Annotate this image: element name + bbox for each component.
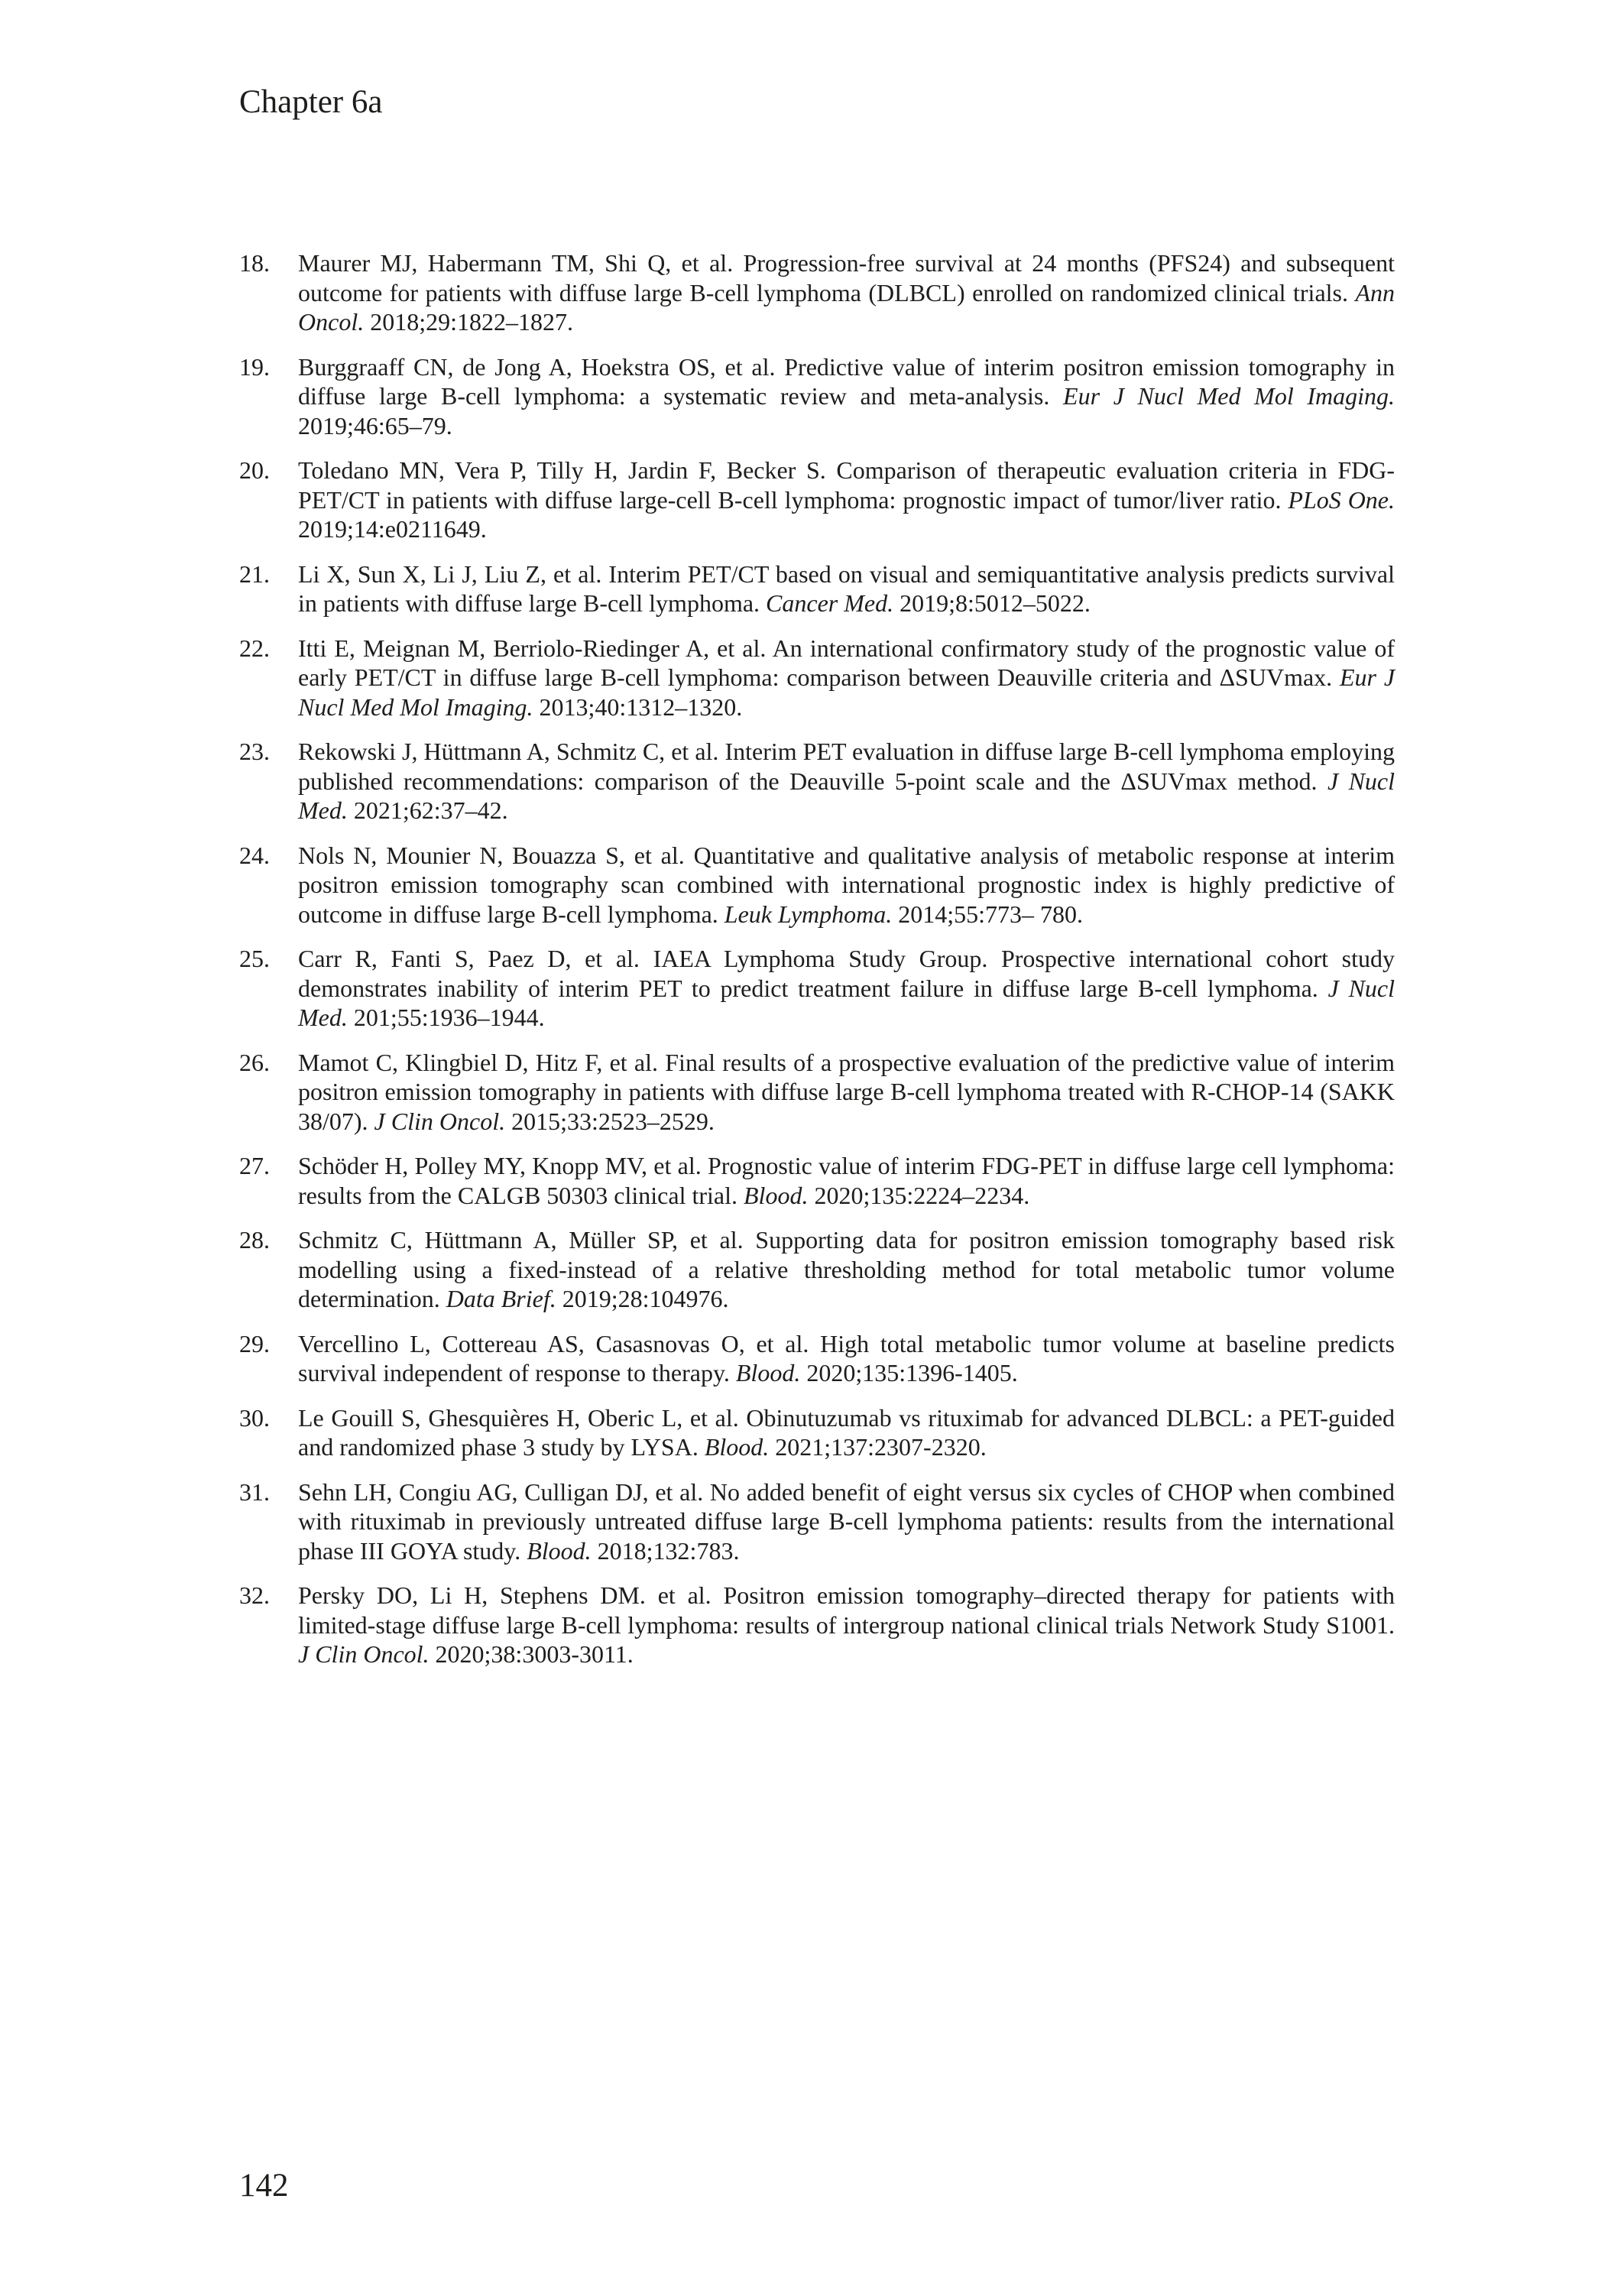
reference-number: 26. — [239, 1048, 270, 1076]
reference-text — [298, 352, 1395, 441]
reference-item — [239, 1329, 1395, 1388]
citation-body: Sehn LH, Congiu AG, Culligan DJ, et al. No added benefit of eight versus six cycles of CHOP when combined with rituximab in previously untreated diffuse large B-cell lymphoma patients: results from the international phase III GOYA study. — [298, 1477, 1395, 1565]
journal-name: J Clin Oncol. — [298, 1640, 430, 1668]
page-number: 142 — [239, 2168, 289, 2204]
journal-name: Eur J Nucl Med Mol Imaging. — [1063, 382, 1395, 410]
reference-number: 28. — [239, 1226, 270, 1254]
citation-body: Li X, Sun X, Li J, Liu Z, et al. Interim PET/CT based on visual and semiquantitative analysis predicts survival in patients with diffuse large B-cell lymphoma. — [298, 559, 1395, 617]
citation-details: 2019;8:5012–5022. — [900, 589, 1091, 617]
reference-number: 23. — [239, 738, 270, 765]
citation-body: Itti E, Meignan M, Berriolo-Riedinger A, et al. An international confirmatory study of the prognostic value of early PET/CT in diffuse large B-cell lymphoma: comparison between Deauville criteria and ΔSUVmax. — [298, 634, 1395, 691]
citation-body: Nols N, Mounier N, Bouazza S, et al. Quantitative and qualitative analysis of metabolic response at interim positron emission tomography scan combined with international prognostic index is highly predictive of outcome in diffuse large B-cell lymphoma. — [298, 841, 1395, 928]
citation-body: Rekowski J, Hüttmann A, Schmitz C, et al. Interim PET evaluation in diffuse large B-cell lymphoma employing published recommendations: comparison of the Deauville 5-point scale and the ΔSUVmax method. — [298, 738, 1395, 795]
reference-number: 25. — [239, 945, 270, 972]
reference-text — [298, 248, 1395, 337]
reference-text — [298, 456, 1395, 544]
citation-body: Mamot C, Klingbiel D, Hitz F, et al. Final results of a prospective evaluation of the predictive value of interim positron emission tomography in patients with diffuse large B-cell lymphoma treated with R-CHOP-14 (SAKK 38/07). — [298, 1048, 1395, 1135]
reference-number: 31. — [239, 1477, 270, 1506]
journal-name: PLoS One. — [1288, 485, 1395, 514]
citation-details: 2020;135:1396-1405. — [806, 1359, 1018, 1387]
journal-name: Blood. — [744, 1181, 809, 1209]
reference-item — [239, 1581, 1395, 1669]
reference-text — [298, 1403, 1395, 1462]
citation-details: 201;55:1936–1944. — [353, 1004, 545, 1031]
journal-name: Data Brief. — [446, 1285, 556, 1312]
citation-details: 2019;28:104976. — [562, 1285, 729, 1312]
citation-details: 2020;38:3003-3011. — [435, 1640, 634, 1668]
journal-name: Leuk Lymphoma. — [724, 900, 893, 928]
reference-number: 30. — [239, 1403, 270, 1432]
journal-name: Blood. — [527, 1536, 592, 1565]
citation-details: 2014;55:773– 780. — [898, 900, 1084, 928]
reference-number: 18. — [239, 249, 270, 277]
citation-details: 2019;14:e0211649. — [298, 515, 487, 543]
reference-item — [239, 944, 1395, 1033]
citation-details: 2021;137:2307-2320. — [775, 1433, 987, 1461]
citation-details: 2015;33:2523–2529. — [511, 1107, 715, 1135]
citation-body: Carr R, Fanti S, Paez D, et al. IAEA Lymphoma Study Group. Prospective international cohort study demonstrates inability of interim PET to predict treatment failure in diffuse large B-cell lymphoma. — [298, 945, 1395, 1002]
citation-details: 2018;29:1822–1827. — [370, 308, 573, 336]
reference-item — [239, 352, 1395, 441]
reference-number: 27. — [239, 1152, 270, 1179]
citation-details: 2013;40:1312–1320. — [539, 692, 743, 721]
reference-text — [298, 1225, 1395, 1314]
reference-item — [239, 559, 1395, 618]
citation-body: Le Gouill S, Ghesquières H, Oberic L, et al. Obinutuzumab vs rituximab for advanced DLBCL: a PET-guided and randomized phase 3 study by LYSA. — [298, 1403, 1395, 1461]
citation-body: Maurer MJ, Habermann TM, Shi Q, et al. Progression-free survival at 24 months (PFS24) and subsequent outcome for patients with diffuse large B-cell lymphoma (DLBCL) enrolled on randomized clinical trials. — [298, 249, 1395, 306]
reference-item — [239, 737, 1395, 825]
journal-name: Blood. — [704, 1433, 770, 1461]
journal-name: J Clin Oncol. — [374, 1107, 506, 1135]
citation-details: 2019;46:65–79. — [298, 411, 452, 439]
reference-text — [298, 1048, 1395, 1137]
reference-text — [298, 841, 1395, 929]
reference-text — [298, 1151, 1395, 1210]
reference-text — [298, 944, 1395, 1033]
journal-name: Cancer Med. — [766, 589, 894, 617]
reference-number: 21. — [239, 559, 270, 588]
reference-number: 32. — [239, 1581, 270, 1609]
reference-text — [298, 737, 1395, 825]
reference-item — [239, 1225, 1395, 1314]
reference-number: 29. — [239, 1329, 270, 1357]
reference-item — [239, 1477, 1395, 1566]
journal-name: Blood. — [735, 1359, 801, 1387]
journal-name: Ann Oncol. — [298, 278, 1395, 336]
journal-name: Eur J Nucl Med Mol Imaging. — [298, 663, 1395, 721]
citation-body: Schmitz C, Hüttmann A, Müller SP, et al. Supporting data for positron emission tomography based risk modelling using a fixed-instead of a relative thresholding method for total metabolic tumor volume determination. — [298, 1226, 1395, 1312]
citation-body: Toledano MN, Vera P, Tilly H, Jardin F, Becker S. Comparison of therapeutic evaluation criteria in FDG-PET/CT in patients with diffuse large-cell B-cell lymphoma: prognostic impact of tumor/liver ratio. — [298, 456, 1395, 514]
reference-text — [298, 1477, 1395, 1566]
reference-item — [239, 1403, 1395, 1462]
reference-text — [298, 634, 1395, 722]
citation-details: 2020;135:2224–2234. — [814, 1181, 1030, 1209]
reference-item — [239, 841, 1395, 929]
reference-item — [239, 456, 1395, 544]
reference-text — [298, 1581, 1395, 1669]
citation-body: Schöder H, Polley MY, Knopp MV, et al. Prognostic value of interim FDG-PET in diffuse large cell lymphoma: results from the CALGB 50303 clinical trial. — [298, 1152, 1395, 1209]
citation-body: Vercellino L, Cottereau AS, Casasnovas O, et al. High total metabolic tumor volume at baseline predicts survival independent of response to therapy. — [298, 1329, 1395, 1387]
reference-text — [298, 559, 1395, 618]
reference-list — [239, 248, 1395, 1685]
reference-number: 24. — [239, 841, 270, 869]
reference-number: 22. — [239, 634, 270, 662]
citation-body: Persky DO, Li H, Stephens DM. et al. Positron emission tomography–directed therapy for patients with limited-stage diffuse large B-cell lymphoma: results of intergroup national clinical trials Network Study S1001. — [298, 1581, 1395, 1639]
reference-item — [239, 634, 1395, 722]
journal-name: J Nucl Med. — [298, 974, 1395, 1031]
reference-item — [239, 1151, 1395, 1210]
running-header: Chapter 6a — [239, 84, 383, 120]
reference-text — [298, 1329, 1395, 1388]
reference-item — [239, 248, 1395, 337]
reference-number: 20. — [239, 456, 270, 484]
journal-name: J Nucl Med. — [298, 767, 1395, 824]
citation-details: 2018;132:783. — [597, 1536, 740, 1565]
reference-number: 19. — [239, 352, 270, 381]
citation-body: Burggraaff CN, de Jong A, Hoekstra OS, et al. Predictive value of interim positron emission tomography in diffuse large B-cell lymphoma: a systematic review and meta-analysis. — [298, 352, 1395, 410]
reference-item — [239, 1048, 1395, 1137]
citation-details: 2021;62:37–42. — [353, 796, 508, 824]
